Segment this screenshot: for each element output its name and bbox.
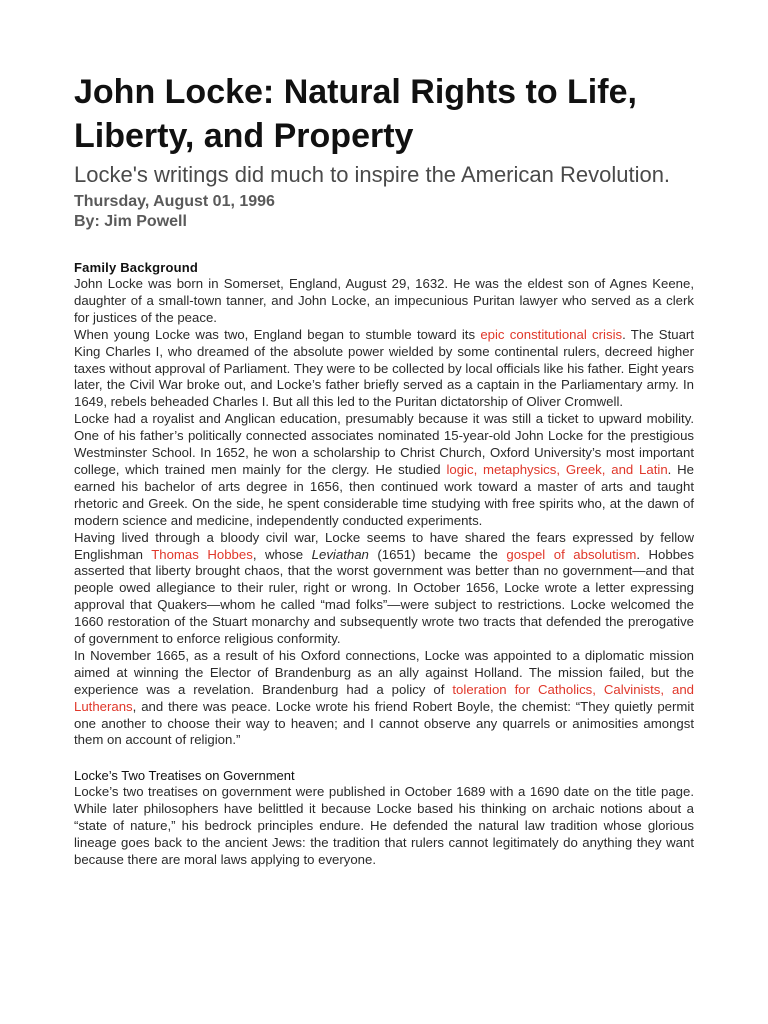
- paragraph-6: Locke’s two treatises on government were published in October 1689 with a 1690 date on the title page. While later philosophers have belittled it because Locke based his thinking on archaic notions about a “state of nature,” his bedrock principles endure. He defended the natural law tradition whose glorious lineage goes back to the ancient Jews: the tradition that rulers cannot legitimately do anything they want because there are moral laws applying to everyone.: [74, 784, 694, 867]
- paragraph-5: [74, 648, 694, 749]
- link-gospel-of-absolutism[interactable]: gospel of absolutism: [506, 546, 637, 562]
- paragraph-4-text-b: , whose: [252, 546, 312, 562]
- paragraph-2-text-a: When young Locke was two, England began to stumble toward its: [74, 326, 481, 342]
- paragraph-2-text-b: . The Stuart King Charles I, who dreamed of the absolute power wielded by some continental rulers, decreed higher taxes without approval of Parliament. They were to be collected by local officials like his father. Eight years later, the Civil War broke out, and Locke’s father briefly served as a captain in the Parliamentary army. In 1649, rebels beheaded Charles I. But all this led to the Puritan dictatorship of Oliver Cromwell.: [74, 326, 694, 410]
- paragraph-5-text-a: In November 1665, as a result of his Oxford connections, Locke was appointed to a diplomatic mission aimed at winning the Elector of Brandenburg as an ally against Holland. The mission failed, but the experience was a revelation. Brandenburg had a policy of: [74, 647, 694, 697]
- link-epic-constitutional-crisis[interactable]: epic constitutional crisis: [480, 326, 623, 342]
- article-title: John Locke: Natural Rights to Life, Liberty, and Property: [74, 73, 637, 155]
- article-subtitle: Locke's writings did much to inspire the American Revolution.: [74, 162, 671, 187]
- section-heading-two-treatises: Locke’s Two Treatises on Government: [74, 768, 295, 784]
- paragraph-5-text-b: , and there was peace. Locke wrote his friend Robert Boyle, the chemist: “They quietly permit one another to choose their way to heaven; and I cannot observe any quarrels or animosities amongst them on account of religion.”: [74, 698, 694, 748]
- article: [74, 70, 694, 869]
- paragraph-4: [74, 530, 694, 648]
- paragraph-3-text-a: Locke had a royalist and Anglican education, presumably because it was still a ticket to upward mobility. One of his father’s politically connected associates nominated 15-year-old John Locke for the prestigious Westminster School. In 1652, he won a scholarship to Christ Church, Oxford University’s most important college, which trained men mainly for the clergy. He studied: [74, 411, 694, 477]
- paragraph-4-text-c: (1651) became the: [368, 546, 507, 562]
- paragraph-3: [74, 411, 694, 529]
- paragraph-1: John Locke was born in Somerset, England, August 29, 1632. He was the eldest son of Agnes Keene, daughter of a small-town tanner, and John Locke, an impecunious Puritan lawyer who served as a clerk for justices of the peace.: [74, 276, 694, 325]
- paragraph-2: [74, 327, 694, 412]
- article-byline: By: Jim Powell: [74, 213, 187, 230]
- link-logic-metaphysics[interactable]: logic, metaphysics, Greek, and Latin: [446, 461, 668, 477]
- paragraph-3-text-b: . He earned his bachelor of arts degree in 1656, then continued work toward a master of arts and taught rhetoric and Greek. On the side, he spent considerable time studying with free spirits who, at the dawn of modern science and medicine, independently conducted experiments.: [74, 461, 695, 528]
- book-title-leviathan: Leviathan: [311, 546, 369, 562]
- paragraph-4-text-d: . Hobbes asserted that liberty brought chaos, that the worst government was better than no government—and that people owed allegiance to their ruler, right or wrong. In October 1656, Locke wrote a letter expressing approval that Quakers—whom he called “mad folks”—were subject to restrictions. Locke welcomed the 1660 restoration of the Stuart monarchy and subsequently wrote two tracts that defended the prerogative of government to enforce religious conformity.: [74, 546, 694, 647]
- section-heading-family-background: Family Background: [74, 260, 199, 275]
- paragraph-4-text-a: Having lived through a bloody civil war, Locke seems to have shared the fears expressed by fellow Englishman: [74, 529, 694, 562]
- article-date: Thursday, August 01, 1996: [74, 193, 275, 210]
- link-thomas-hobbes[interactable]: Thomas Hobbes: [151, 546, 253, 562]
- link-toleration[interactable]: toleration for Catholics, Calvinists, and Lutherans: [74, 681, 694, 714]
